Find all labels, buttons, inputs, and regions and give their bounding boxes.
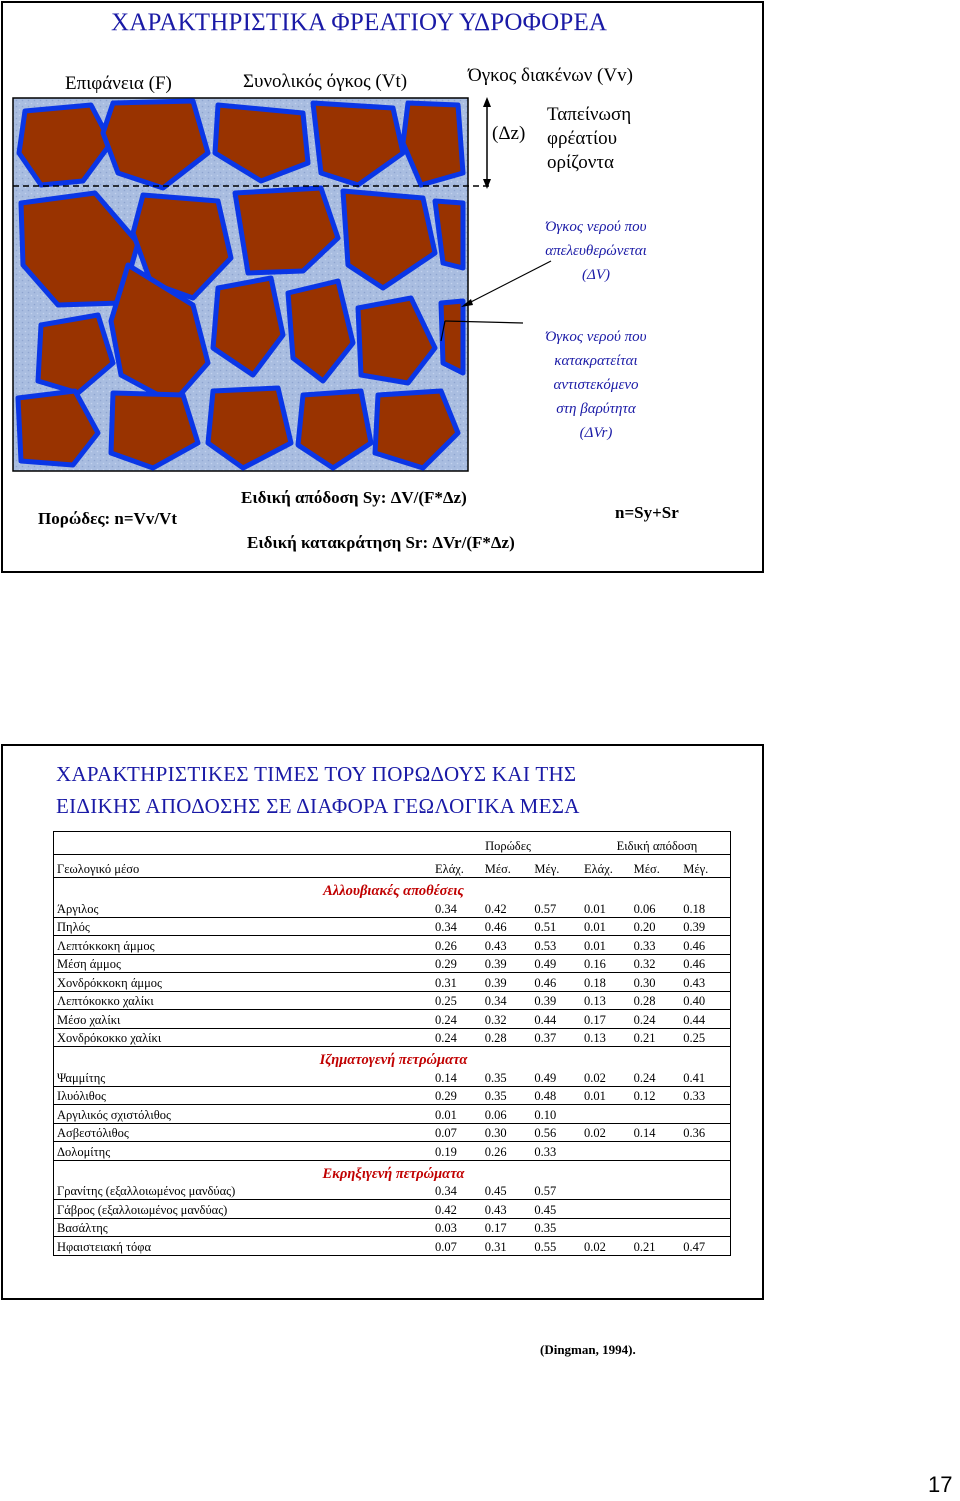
- table-column-header-row: [54, 855, 731, 878]
- value-cell: [680, 1105, 730, 1124]
- table-row: [54, 1068, 731, 1086]
- value-cell: 0.35: [482, 1068, 532, 1086]
- table-row: [54, 1105, 731, 1124]
- value-cell: 0.13: [581, 991, 631, 1010]
- table-row: [54, 1142, 731, 1161]
- retained-line-4: στη βαρύτητα: [556, 401, 636, 417]
- porosity-formula: Πορώδες: n=Vv/Vt: [38, 509, 177, 528]
- value-cell: 0.31: [482, 1237, 532, 1256]
- value-cell: 0.24: [631, 1010, 681, 1029]
- value-cell: 0.57: [531, 899, 581, 917]
- value-cell: 0.25: [680, 1028, 730, 1047]
- value-cell: 0.35: [531, 1218, 581, 1237]
- value-cell: 0.47: [680, 1237, 730, 1256]
- value-cell: 0.21: [631, 1237, 681, 1256]
- grain: [441, 301, 463, 373]
- value-cell: 0.41: [680, 1068, 730, 1086]
- value-cell: [581, 1142, 631, 1161]
- medium-cell: Χονδρόκοκκο χαλίκι: [54, 1028, 433, 1047]
- released-line-1: Όγκος νερού που: [545, 219, 647, 235]
- retained-line-1: Όγκος νερού που: [545, 329, 647, 345]
- value-cell: [581, 1200, 631, 1219]
- yield-min-header: Ελάχ.: [581, 855, 631, 878]
- medium-cell: Ψαμμίτης: [54, 1068, 433, 1086]
- medium-cell: Βασάλτης: [54, 1218, 433, 1237]
- value-cell: 0.26: [432, 936, 482, 955]
- value-cell: 0.18: [680, 899, 730, 917]
- value-cell: 0.17: [581, 1010, 631, 1029]
- value-cell: 0.42: [432, 1200, 482, 1219]
- table-row: [54, 1237, 731, 1256]
- slide-aquifer-characteristics: [1, 1, 764, 573]
- slide-porosity-table: [1, 744, 764, 1357]
- value-cell: 0.24: [631, 1068, 681, 1086]
- medium-cell: Γάβρος (εξαλλοιωμένος μανδύας): [54, 1200, 433, 1219]
- value-cell: 0.29: [432, 1086, 482, 1105]
- value-cell: 0.44: [680, 1010, 730, 1029]
- value-cell: 0.29: [432, 954, 482, 973]
- value-cell: 0.35: [482, 1086, 532, 1105]
- porosity-group-header: Πορώδες: [432, 832, 581, 855]
- retained-line-5: (ΔVr): [579, 425, 613, 441]
- slide2-title-line-1: ΧΑΡΑΚΤΗΡΙΣΤΙΚΕΣ ΤΙΜΕΣ ΤΟΥ ΠΟΡΩΔΟΥΣ ΚΑΙ ΤΗΣ: [56, 762, 577, 786]
- value-cell: 0.56: [531, 1123, 581, 1142]
- value-cell: 0.39: [531, 991, 581, 1010]
- retained-line-3: αντιστεκόμενο: [553, 377, 639, 393]
- value-cell: 0.45: [531, 1200, 581, 1219]
- released-pointer: [465, 261, 551, 305]
- aquifer-diagram: [3, 3, 763, 571]
- value-cell: 0.19: [432, 1142, 482, 1161]
- value-cell: 0.12: [631, 1086, 681, 1105]
- table-row: [54, 917, 731, 936]
- value-cell: 0.49: [531, 954, 581, 973]
- value-cell: 0.14: [631, 1123, 681, 1142]
- retained-line-2: κατακρατείται: [554, 353, 638, 369]
- value-cell: 0.46: [680, 936, 730, 955]
- dz-arrow-head-down: [483, 179, 491, 189]
- section-name: Εκρηξιγενή πετρώματα: [322, 1165, 465, 1182]
- porosity-sum-formula: n=Sy+Sr: [615, 503, 679, 522]
- value-cell: 0.34: [482, 991, 532, 1010]
- value-cell: 0.43: [680, 973, 730, 992]
- released-line-2: απελευθερώνεται: [545, 243, 647, 259]
- value-cell: 0.17: [482, 1218, 532, 1237]
- medium-column-header: Γεωλογικό μέσο: [54, 855, 433, 878]
- table-row: [54, 954, 731, 973]
- value-cell: [631, 1142, 681, 1161]
- value-cell: 0.30: [631, 973, 681, 992]
- value-cell: 0.06: [482, 1105, 532, 1124]
- table-row: [54, 1028, 731, 1047]
- porosity-mean-header: Μέσ.: [482, 855, 532, 878]
- table-group-header-row: [54, 832, 731, 855]
- value-cell: [631, 1200, 681, 1219]
- yield-max-header: Μέγ.: [680, 855, 730, 878]
- section-row: [54, 878, 731, 900]
- value-cell: 0.20: [631, 917, 681, 936]
- value-cell: 0.18: [581, 973, 631, 992]
- value-cell: 0.40: [680, 991, 730, 1010]
- value-cell: 0.06: [631, 899, 681, 917]
- value-cell: 0.25: [432, 991, 482, 1010]
- medium-cell: Ασβεστόλιθος: [54, 1123, 433, 1142]
- value-cell: 0.51: [531, 917, 581, 936]
- medium-cell: Άργιλος: [54, 899, 433, 917]
- yield-mean-header: Μέσ.: [631, 855, 681, 878]
- value-cell: 0.43: [482, 1200, 532, 1219]
- table-row: [54, 1010, 731, 1029]
- section-name: Αλλουβιακές αποθέσεις: [323, 883, 464, 899]
- value-cell: 0.36: [680, 1123, 730, 1142]
- value-cell: 0.21: [631, 1028, 681, 1047]
- value-cell: 0.39: [482, 954, 532, 973]
- value-cell: 0.55: [531, 1237, 581, 1256]
- value-cell: 0.44: [531, 1010, 581, 1029]
- value-cell: 0.30: [482, 1123, 532, 1142]
- slide2-title-line-2: ΕΙΔΙΚΗΣ ΑΠΟΔΟΣΗΣ ΣΕ ΔΙΑΦΟΡΑ ΓΕΩΛΟΓΙΚΑ ΜΕΣΑ: [56, 794, 580, 818]
- value-cell: 0.28: [482, 1028, 532, 1047]
- medium-cell: Ηφαιστειακή τόφα: [54, 1237, 433, 1256]
- value-cell: 0.53: [531, 936, 581, 955]
- value-cell: 0.01: [432, 1105, 482, 1124]
- value-cell: 0.34: [432, 899, 482, 917]
- value-cell: 0.02: [581, 1068, 631, 1086]
- porosity-max-header: Μέγ.: [531, 855, 581, 878]
- drop-line-3: ορίζοντα: [547, 152, 614, 173]
- total-volume-label: Συνολικός όγκος (Vt): [243, 71, 408, 92]
- value-cell: [581, 1218, 631, 1237]
- medium-cell: Μέσο χαλίκι: [54, 1010, 433, 1029]
- value-cell: 0.32: [631, 954, 681, 973]
- value-cell: [631, 1182, 681, 1200]
- value-cell: 0.43: [482, 936, 532, 955]
- value-cell: 0.01: [581, 936, 631, 955]
- value-cell: 0.01: [581, 917, 631, 936]
- value-cell: 0.49: [531, 1068, 581, 1086]
- value-cell: 0.34: [432, 1182, 482, 1200]
- value-cell: 0.57: [531, 1182, 581, 1200]
- table-row: [54, 1200, 731, 1219]
- value-cell: 0.07: [432, 1123, 482, 1142]
- section-name: Ιζηματογενή πετρώματα: [319, 1052, 468, 1068]
- value-cell: 0.24: [432, 1028, 482, 1047]
- value-cell: 0.10: [531, 1105, 581, 1124]
- specific-retention-formula: Ειδική κατακράτηση Sr: ΔVr/(F*Δz): [247, 533, 515, 552]
- section-row: [54, 1047, 731, 1069]
- value-cell: 0.02: [581, 1237, 631, 1256]
- empty-header-cell: [54, 832, 433, 855]
- porosity-min-header: Ελάχ.: [432, 855, 482, 878]
- value-cell: 0.14: [432, 1068, 482, 1086]
- medium-cell: Πηλός: [54, 917, 433, 936]
- medium-cell: Λεπτόκκοκη άμμος: [54, 936, 433, 955]
- source-citation: (Dingman, 1994).: [540, 1342, 636, 1357]
- value-cell: 0.33: [680, 1086, 730, 1105]
- value-cell: [680, 1182, 730, 1200]
- drop-line-2: φρέατίου: [547, 128, 618, 149]
- value-cell: 0.16: [581, 954, 631, 973]
- table-row: [54, 1218, 731, 1237]
- medium-cell: Δολομίτης: [54, 1142, 433, 1161]
- table-row: [54, 973, 731, 992]
- value-cell: 0.24: [432, 1010, 482, 1029]
- table-row: [54, 991, 731, 1010]
- medium-cell: Αργιλικός σχιστόλιθος: [54, 1105, 433, 1124]
- value-cell: [680, 1200, 730, 1219]
- table-row: [54, 936, 731, 955]
- value-cell: 0.28: [631, 991, 681, 1010]
- value-cell: 0.34: [432, 917, 482, 936]
- value-cell: 0.46: [482, 917, 532, 936]
- dz-arrow-head-up: [483, 97, 491, 107]
- value-cell: [581, 1105, 631, 1124]
- value-cell: 0.37: [531, 1028, 581, 1047]
- value-cell: 0.02: [581, 1123, 631, 1142]
- value-cell: 0.39: [482, 973, 532, 992]
- drop-line-1: Ταπείνωση: [547, 104, 632, 125]
- value-cell: 0.03: [432, 1218, 482, 1237]
- table-row: [54, 1182, 731, 1200]
- table-row: [54, 899, 731, 917]
- value-cell: 0.48: [531, 1086, 581, 1105]
- porosity-yield-table: [53, 831, 731, 1256]
- value-cell: 0.07: [432, 1237, 482, 1256]
- value-cell: 0.26: [482, 1142, 532, 1161]
- dz-label: (Δz): [492, 123, 526, 144]
- medium-cell: Χονδρόκκοκη άμμος: [54, 973, 433, 992]
- value-cell: 0.13: [581, 1028, 631, 1047]
- medium-cell: Μέση άμμος: [54, 954, 433, 973]
- table-row: [54, 1086, 731, 1105]
- surface-label: Επιφάνεια (F): [65, 73, 172, 94]
- medium-cell: Λεπτόκοκκο χαλίκι: [54, 991, 433, 1010]
- medium-cell: Ιλυόλιθος: [54, 1086, 433, 1105]
- medium-cell: Γρανίτης (εξαλλοιωμένος μανδύας): [54, 1182, 433, 1200]
- value-cell: 0.01: [581, 1086, 631, 1105]
- value-cell: [581, 1182, 631, 1200]
- page-number: 17: [928, 1472, 953, 1497]
- section-row: [54, 1160, 731, 1182]
- value-cell: 0.32: [482, 1010, 532, 1029]
- yield-group-header: Ειδική απόδοση: [581, 832, 731, 855]
- value-cell: [631, 1105, 681, 1124]
- specific-yield-formula: Ειδική απόδοση Sy: ΔV/(F*Δz): [241, 488, 467, 507]
- slide2-title: [56, 758, 580, 822]
- value-cell: [680, 1218, 730, 1237]
- released-line-3: (ΔV): [582, 267, 610, 283]
- table-row: [54, 1123, 731, 1142]
- slide1-title: ΧΑΡΑΚΤΗΡΙΣΤΙΚΑ ΦΡΕΑΤΙΟΥ ΥΔΡΟΦΟΡΕΑ: [111, 9, 608, 36]
- value-cell: 0.42: [482, 899, 532, 917]
- value-cell: 0.45: [482, 1182, 532, 1200]
- value-cell: [631, 1218, 681, 1237]
- value-cell: 0.31: [432, 973, 482, 992]
- void-volume-label: Όγκος διακένων (Vv): [468, 65, 633, 86]
- value-cell: 0.01: [581, 899, 631, 917]
- value-cell: 0.39: [680, 917, 730, 936]
- value-cell: 0.46: [531, 973, 581, 992]
- value-cell: 0.33: [531, 1142, 581, 1161]
- value-cell: [680, 1142, 730, 1161]
- value-cell: 0.33: [631, 936, 681, 955]
- value-cell: 0.46: [680, 954, 730, 973]
